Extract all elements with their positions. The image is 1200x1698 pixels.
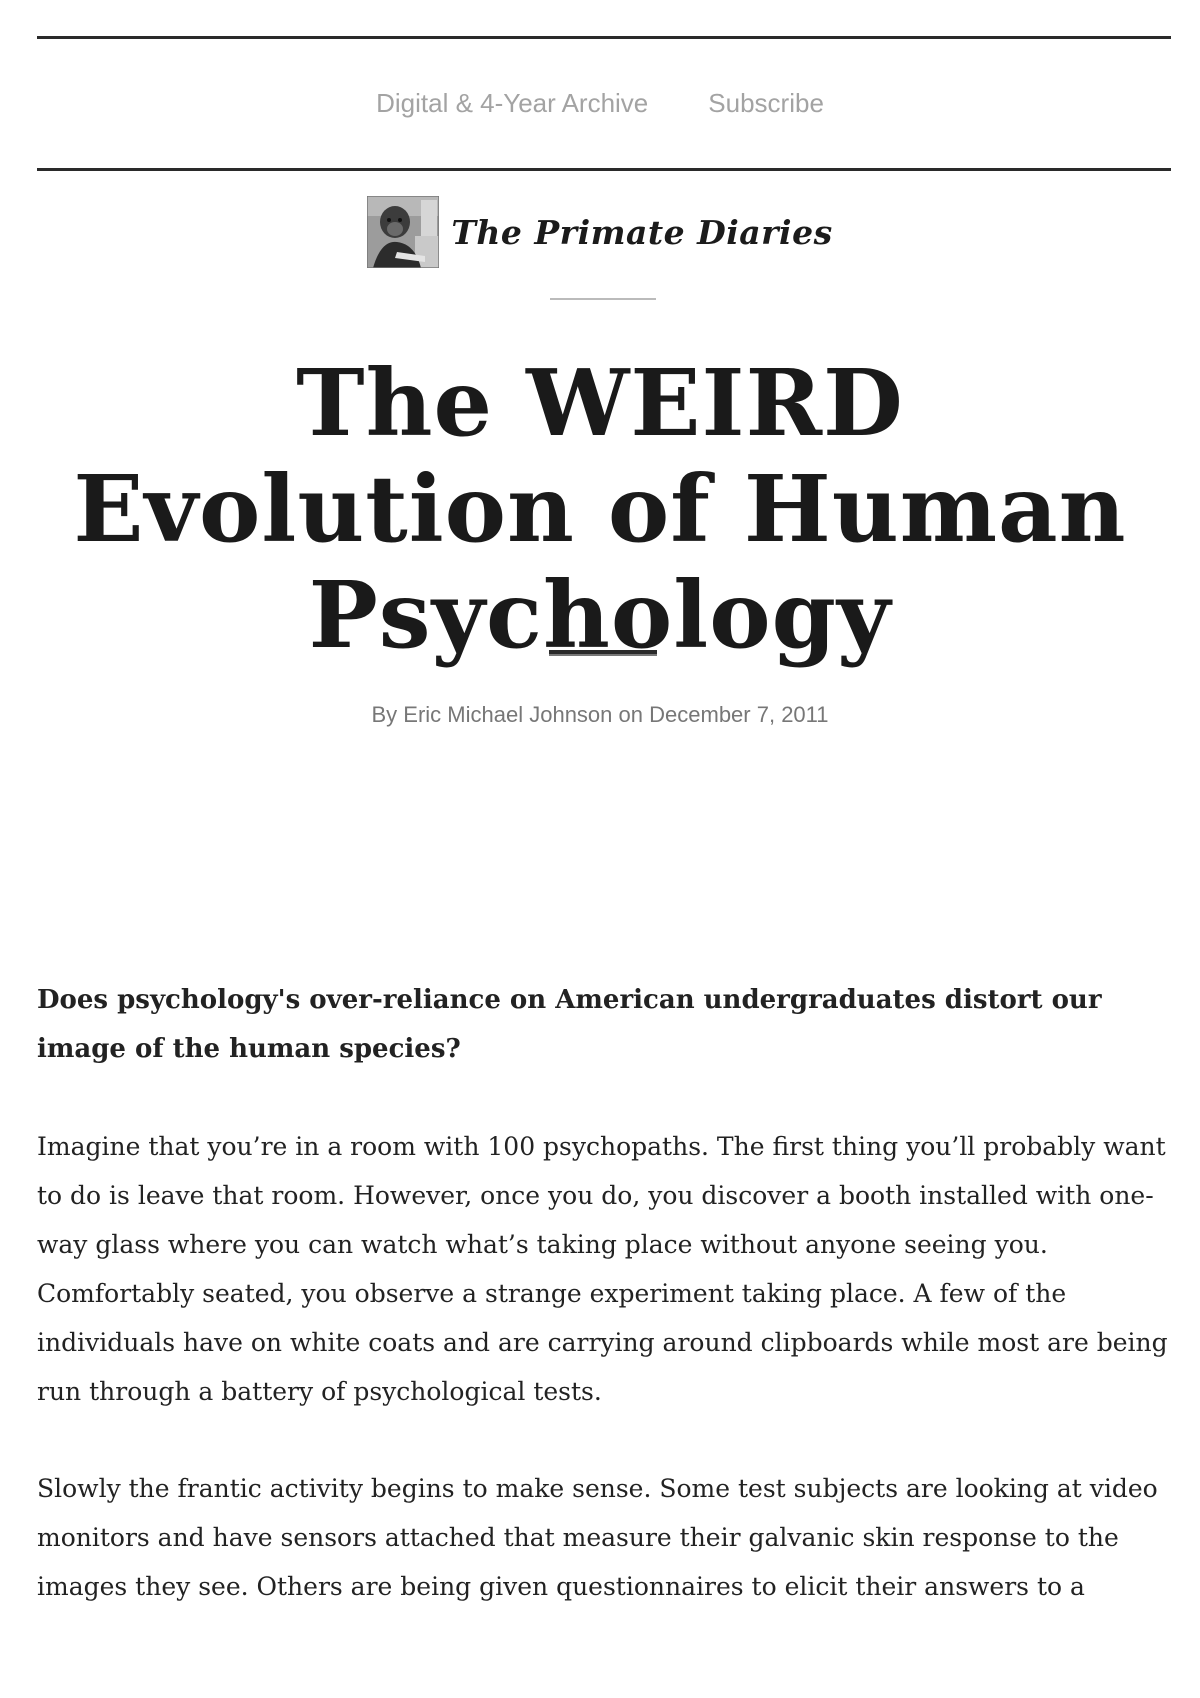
byline-connector: on	[618, 702, 644, 727]
title-divider-thick	[549, 650, 657, 656]
blog-title[interactable]: The Primate Diaries	[451, 212, 833, 252]
byline-prefix: By	[371, 702, 398, 727]
top-rule	[37, 36, 1171, 39]
article-body	[37, 976, 1171, 1611]
article-title: The WEIRD Evolution of Human Psychology	[73, 349, 1127, 669]
article-paragraph: Imagine that you’re in a room with 100 psychopaths. The first thing you’ll probably want to do is leave that room. However, once you do, you discover a booth installed with one-way glass where you can watch what’s taking place without anyone seeing you. Comfortably seated, you observe a strange experiment taking place. A few of the individuals have on white coats and are carrying around clipboards while most are being run through a battery of psychological tests.	[37, 1132, 1168, 1406]
nav-link-subscribe[interactable]: Subscribe	[708, 88, 824, 118]
top-navigation	[0, 83, 1200, 123]
publish-date: December 7, 2011	[649, 702, 829, 727]
byline	[0, 700, 1200, 730]
blog-header	[0, 195, 1200, 269]
article-paragraph: Slowly the frantic activity begins to make sense. Some test subjects are looking at video monitors and have sensors attached that measure their galvanic skin response to the images they see. Others are being given questionnaires to elicit their answers to a	[37, 1474, 1158, 1601]
title-divider-thin	[550, 298, 656, 300]
article-dek: Does psychology's over-reliance on American undergraduates distort our image of the human species?	[37, 985, 1102, 1064]
author-link[interactable]: Eric Michael Johnson	[403, 702, 613, 727]
chimpanzee-portrait-logo-icon[interactable]	[367, 196, 439, 268]
nav-link-digital-archive[interactable]: Digital & 4-Year Archive	[376, 88, 649, 118]
nav-bottom-rule	[37, 168, 1171, 171]
